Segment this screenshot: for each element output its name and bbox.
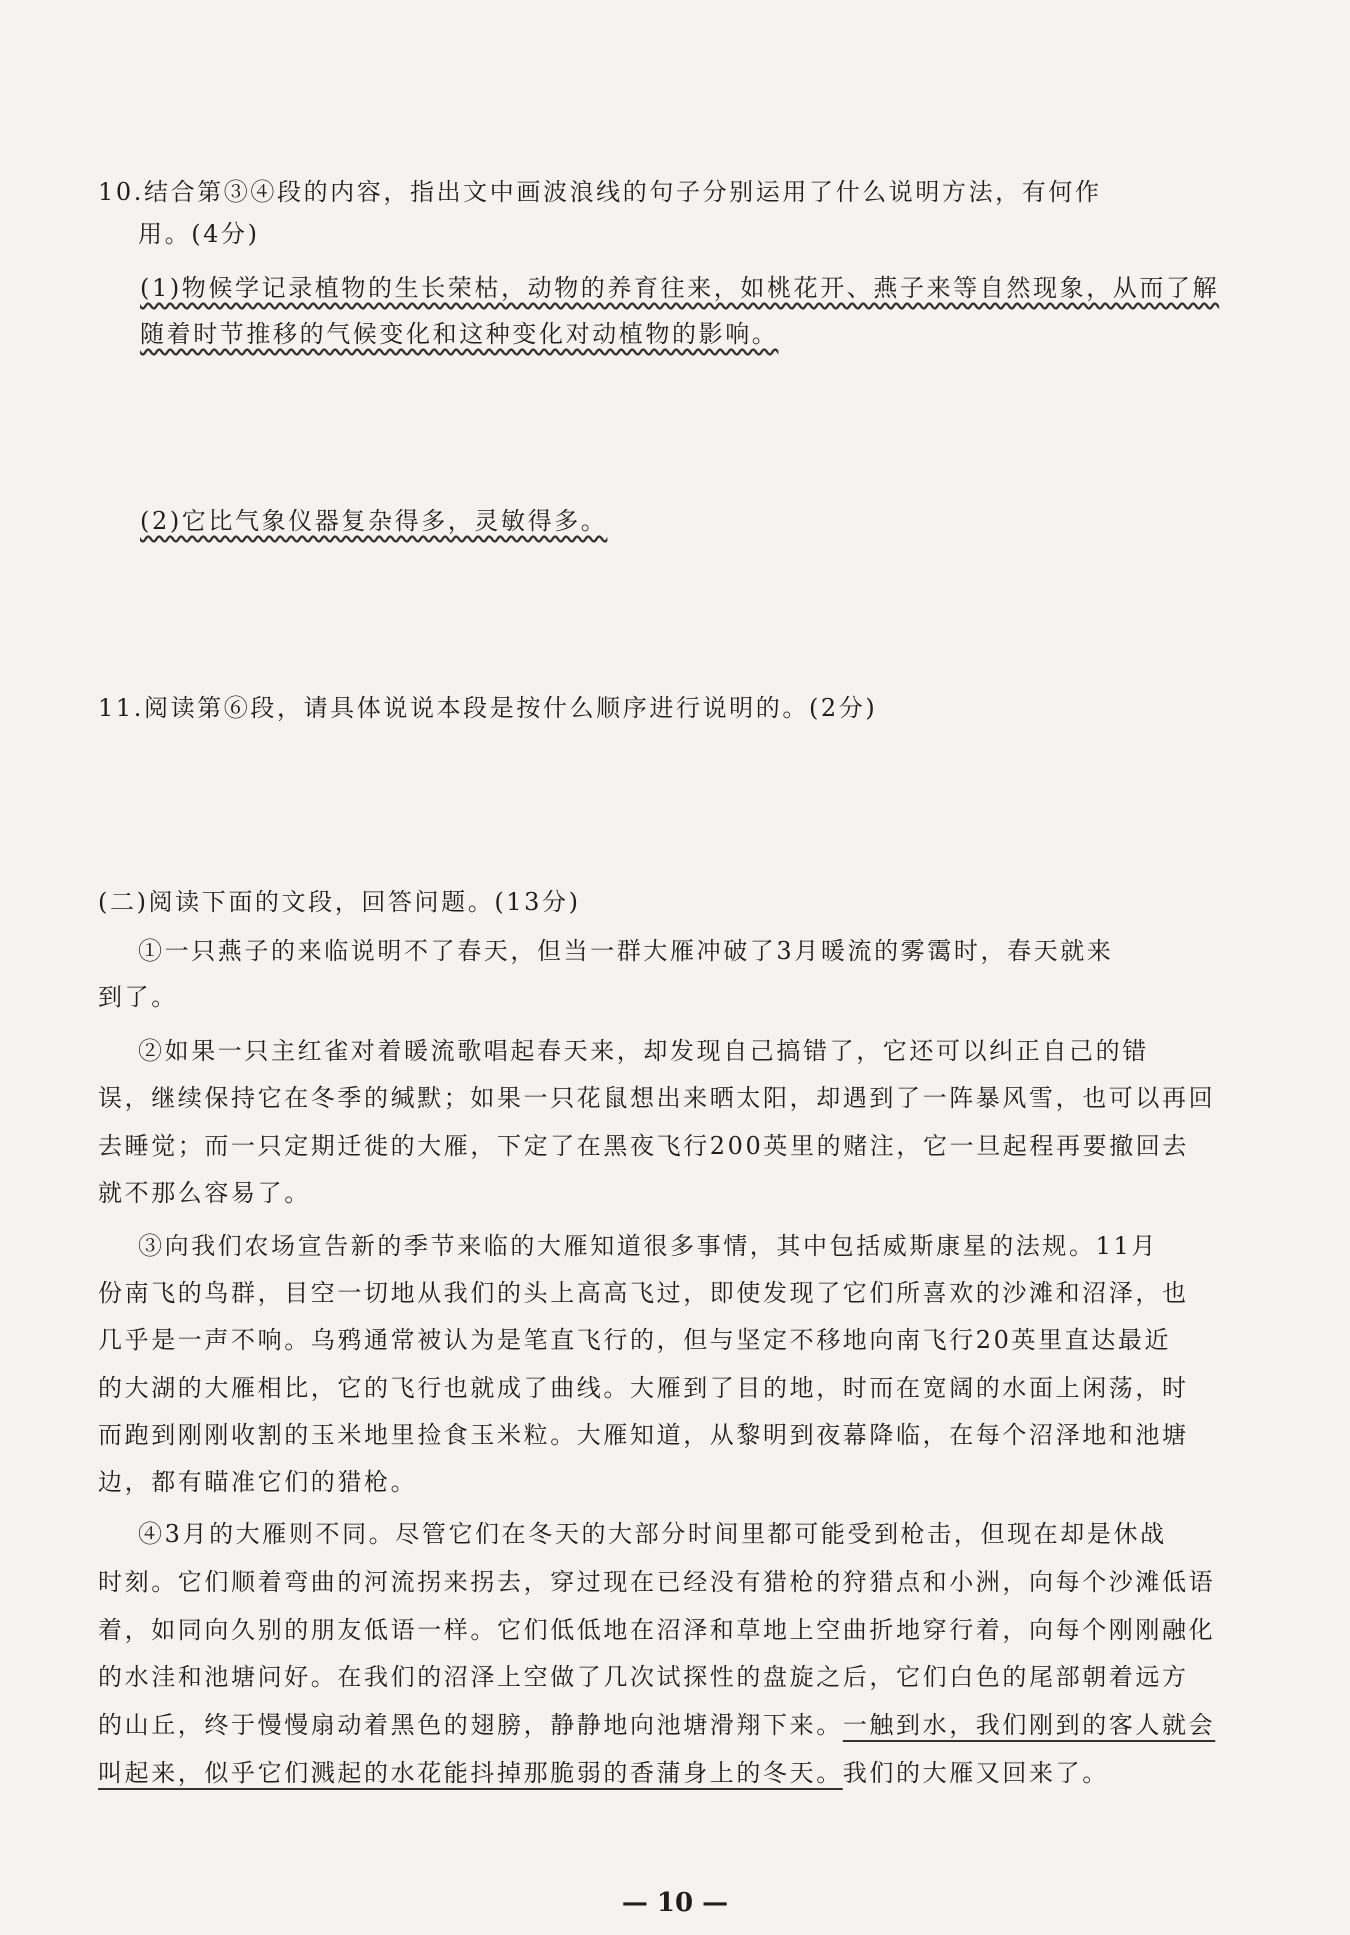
q10-sentence1-line2: 随着时节推移的气候变化和这种变化对动植物的影响。 [140, 320, 779, 348]
p4-line-5 [98, 1709, 1215, 1741]
p3-line: 份南飞的鸟群，目空一切地从我们的头上高高飞过，即使发现了它们所喜欢的沙滩和沼泽，也 [98, 1279, 1189, 1307]
p4-line6-text: 我们的大雁又回来了。 [842, 1759, 1109, 1787]
p4-line5-text: 的山丘，终于慢慢扇动着黑色的翅膀，静静地向池塘滑翔下来。 [98, 1711, 843, 1739]
p2-line: 去睡觉；而一只定期迁徙的大雁，下定了在黑夜飞行200英里的赌注，它一旦起程再要撤回去 [98, 1132, 1190, 1160]
p1-line: ①一只燕子的来临说明不了春天，但当一群大雁冲破了3月暖流的雾霭时，春天就来 [138, 937, 1114, 965]
p2-line: 误，继续保持它在冬季的缄默；如果一只花鼠想出来晒太阳，却遇到了一阵暴风雪，也可以再回 [98, 1084, 1216, 1112]
p4-line: ④3月的大雁则不同。尽管它们在冬天的大部分时间里都可能受到枪击，但现在却是休战 [138, 1520, 1167, 1548]
q10-line1: 10.结合第③④段的内容，指出文中画波浪线的句子分别运用了什么说明方法，有何作 [98, 178, 1102, 206]
p3-line: 的大湖的大雁相比，它的飞行也就成了曲线。大雁到了目的地，时而在宽阔的水面上闲荡，时 [98, 1374, 1189, 1402]
p1-line: 到了。 [98, 983, 178, 1011]
p4-line: 的水洼和池塘问好。在我们的沼泽上空做了几次试探性的盘旋之后，它们白色的尾部朝着远方 [98, 1663, 1189, 1691]
p2-line: ②如果一只主红雀对着暖流歌唱起春天来，却发现自己搞错了，它还可以纠正自己的错 [138, 1037, 1149, 1065]
p4-line-6 [98, 1757, 1109, 1789]
p2-line: 就不那么容易了。 [98, 1179, 311, 1207]
page-number: — 10 — [621, 1888, 729, 1918]
p3-line: ③向我们农场宣告新的季节来临的大雁知道很多事情，其中包括威斯康星的法规。11月 [138, 1232, 1158, 1260]
q11-text: 11.阅读第⑥段，请具体说说本段是按什么顺序进行说明的。(2分) [98, 694, 878, 722]
underlined-sentence-part1: 一触到水，我们刚到的客人就会 [842, 1711, 1216, 1739]
section2-heading: (二)阅读下面的文段，回答问题。(13分) [98, 888, 581, 916]
q10-line2: 用。(4分) [138, 220, 260, 248]
p3-line: 边，都有瞄准它们的猎枪。 [98, 1468, 418, 1496]
q10-sentence2: (2)它比气象仪器复杂得多，灵敏得多。 [140, 507, 608, 535]
p4-line: 着，如同向久别的朋友低语一样。它们低低地在沼泽和草地上空曲折地穿行着，向每个刚刚融化 [98, 1616, 1216, 1644]
p3-line: 几乎是一声不响。乌鸦通常被认为是笔直飞行的，但与坚定不移地向南飞行20英里直达最近 [98, 1326, 1172, 1354]
q10-sentence1-line1: (1)物候学记录植物的生长荣枯，动物的养育往来，如桃花开、燕子来等自然现象，从而了解 [140, 274, 1220, 302]
p3-line: 而跑到刚刚收割的玉米地里捡食玉米粒。大雁知道，从黎明到夜幕降临，在每个沼泽地和池塘 [98, 1421, 1189, 1449]
p4-line: 时刻。它们顺着弯曲的河流拐来拐去，穿过现在已经没有猎枪的狩猎点和小洲，向每个沙滩低语 [98, 1568, 1216, 1596]
underlined-sentence-part2: 叫起来，似乎它们溅起的水花能抖掉那脆弱的香蒲身上的冬天。 [98, 1759, 843, 1787]
